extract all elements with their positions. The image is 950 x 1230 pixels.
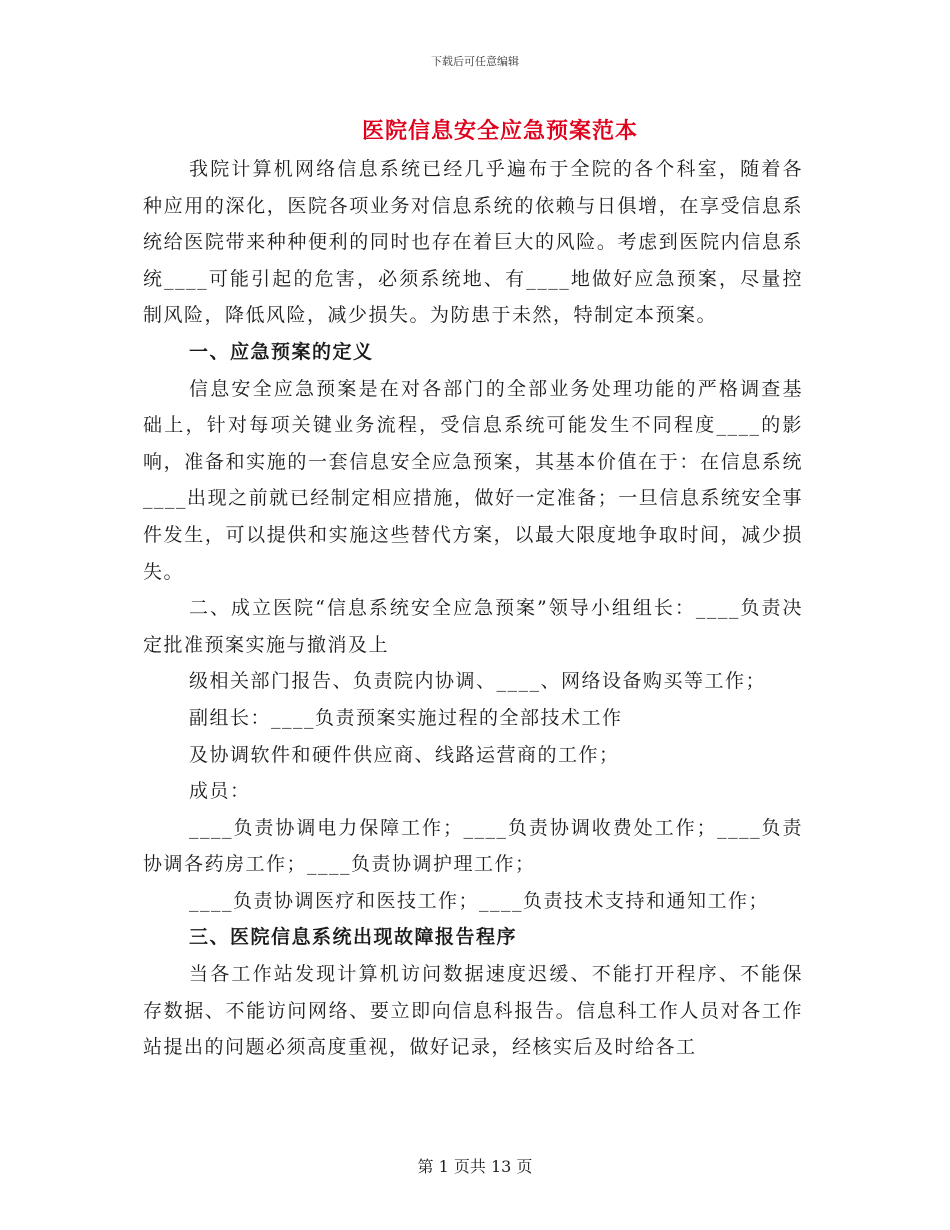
header-note: 下载后可任意编辑 [431, 55, 519, 68]
members-paragraph-1: ____负责协调电力保障工作；____负责协调收费处工作；____负责协调各药房工作；____负责协调护理工作； [143, 816, 803, 876]
deputy-duty-line: 及协调软件和硬件供应商、线路运营商的工作； [189, 743, 620, 766]
leader-duty-line: 级相关部门报告、负责院内协调、____、网络设备购买等工作； [189, 670, 767, 693]
document-title: 医院信息安全应急预案范本 [361, 118, 638, 144]
report-paragraph: 当各工作站发现计算机访问数据速度迟缓、不能打开程序、不能保存数据、不能访问网络、要立即向信息科报告。信息科工作人员对各工作站提出的问题必须高度重视，做好记录，经核实后及时给各工 [143, 963, 803, 1059]
members-paragraph-2: ____负责协调医疗和医技工作；____负责技术支持和通知工作； [189, 889, 770, 912]
section-2-paragraph: 二、成立医院“信息系统安全应急预案”领导小组组长：____负责决定批准预案实施与撤消及上 [143, 597, 803, 656]
document-body [143, 151, 803, 1066]
definition-paragraph: 信息安全应急预案是在对各部门的全部业务处理功能的严格调查基础上，针对每项关键业务流程，受信息系统可能发生不同程度____的影响，准备和实施的一套信息安全应急预案，其基本价值在于：在信息系统____出现之前就已经制定相应措施，做好一定准备；一旦信息系统安全事件发生，可以提供和实施这些替代方案，以最大限度地争取时间，减少损失。 [143, 377, 803, 583]
members-label: 成员： [189, 780, 251, 803]
intro-paragraph: 我院计算机网络信息系统已经几乎遍布于全院的各个科室，随着各种应用的深化，医院各项业务对信息系统的依赖与日俱增，在享受信息系统给医院带来种种便利的同时也存在着巨大的风险。考虑到医院内信息系统____可能引起的危害，必须系统地、有____地做好应急预案，尽量控制风险，降低风险，减少损失。为防患于未然，特制定本预案。 [143, 158, 803, 327]
page-number: 第 1 页共 13 页 [417, 1157, 533, 1176]
section-heading-1: 一、应急预案的定义 [189, 340, 374, 363]
deputy-line: 副组长：____负责预案实施过程的全部技术工作 [189, 706, 623, 729]
section-heading-3: 三、医院信息系统出现故障报告程序 [189, 926, 518, 949]
